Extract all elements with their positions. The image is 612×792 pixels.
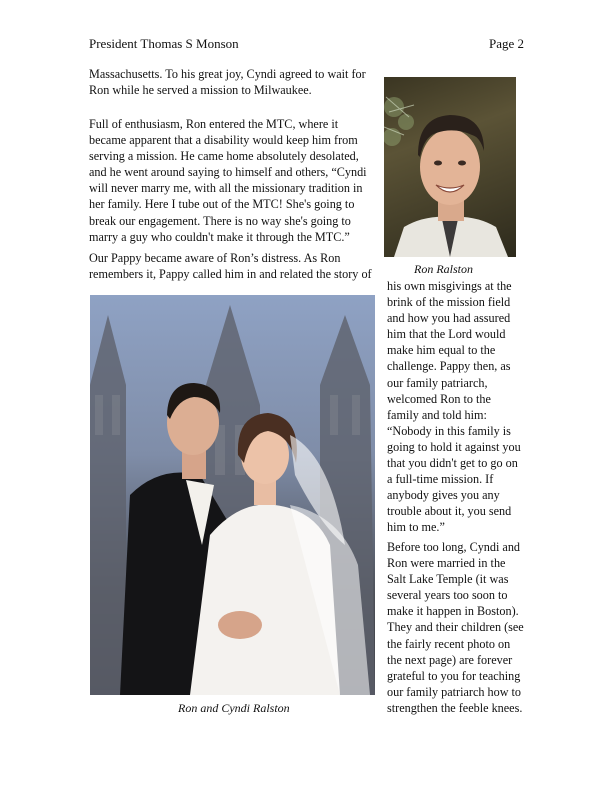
paragraph-3-continued: his own misgivings at the brink of the mission field and how you had assured him that the Lord would make him equal to the challenge. Pappy then, as our family patriarch, welcomed Ron to the family and told him: “Nobody in this family is going to hold it against you that you didn't get to go on a full-time mission. If anybody gives you any trouble about it, you send him to me.”	[387, 279, 521, 535]
paragraph-1: Massachusetts. To his great joy, Cyndi agreed to wait for Ron while he served a mission to Milwaukee.	[89, 67, 366, 98]
paragraph-2: Full of enthusiasm, Ron entered the MTC, where it became apparent that a disability would keep him from serving a mission. He came home absolutely desolated, and he went around saying to himself and others, “Cyndi will never marry me, with all the missionary tradition in her family. Here I tube out of the MTC! She's going to break our engagement. There is no way she's going to marry a guy who couldn't make it through the MTC.”	[89, 117, 367, 244]
paragraph-4: Before too long, Cyndi and Ron were married in the Salt Lake Temple (it was several years too soon to make it happen in Boston). They and their children (see the fairly recent photo on the next page) are forever grateful to you for teaching our family patriarch how to strengthen the feeble knees.	[387, 540, 524, 715]
paragraph-3: Our Pappy became aware of Ron’s distress. As Ron remembers it, Pappy called him in and related the story of	[89, 251, 372, 282]
portrait-photo	[384, 77, 516, 257]
wedding-photo	[90, 295, 375, 695]
page-number: Page 2	[488, 36, 524, 51]
wedding-caption: Ron and Cyndi Ralston	[178, 701, 290, 715]
portrait-caption: Ron Ralston	[414, 262, 473, 276]
header-title: President Thomas S Monson	[89, 36, 239, 51]
